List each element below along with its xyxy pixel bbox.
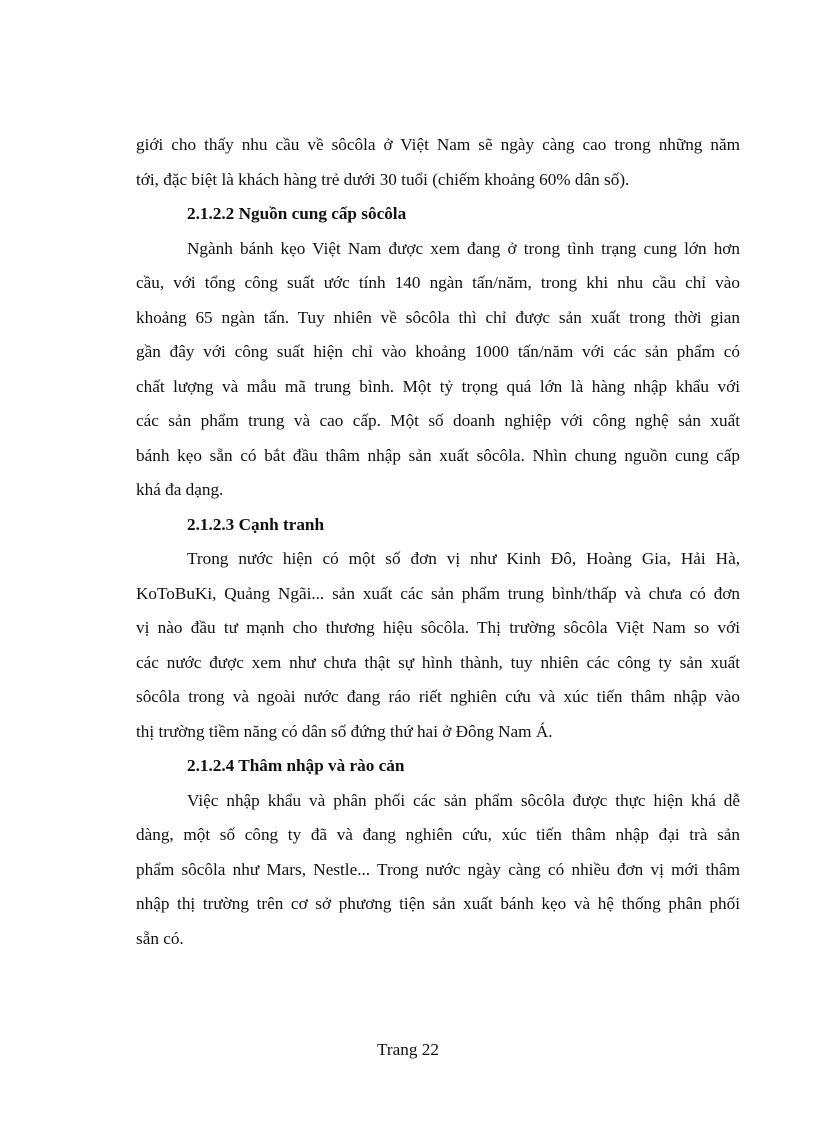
text-line: sẵn có. (136, 928, 184, 948)
text-line: cầu, với tổng công suất ước tính 140 ngàn tấn/năm, trong khi nhu cầu chỉ vào (136, 273, 740, 292)
text-line: nhập thị trường trên cơ sở phương tiện sản xuất bánh kẹo và hệ thống phân phối (136, 894, 740, 913)
text-line: Ngành bánh kẹo Việt Nam được xem đang ở trong tình trạng cung lớn hơn (187, 238, 740, 258)
section-heading-2-1-2-3: 2.1.2.3 Cạnh tranh (187, 514, 325, 534)
text-line: chất lượng và mẫu mã trung bình. Một tỷ trọng quá lớn là hàng nhập khẩu với (136, 376, 740, 396)
paragraph-supply (136, 232, 740, 508)
text-line: gần đây với công suất hiện chỉ vào khoảng 1000 tấn/năm với các sản phẩm có (136, 342, 740, 361)
paragraph-competition (136, 542, 740, 749)
intro-paragraph (136, 128, 740, 197)
text-line: Việc nhập khẩu và phân phối các sản phẩm sôcôla được thực hiện khá dễ (187, 790, 740, 810)
text-line: các nước được xem như chưa thật sự hình thành, tuy nhiên các công ty sản xuất (136, 652, 740, 672)
text-line: tới, đặc biệt là khách hàng trẻ dưới 30 tuổi (chiếm khoảng 60% dân số). (136, 169, 630, 189)
text-line: KoToBuKi, Quảng Ngãi... sản xuất các sản phẩm trung bình/thấp và chưa có đơn (136, 583, 740, 603)
text-line: khá đa dạng. (136, 480, 224, 499)
text-line: sôcôla trong và ngoài nước đang ráo riết nghiên cứu và xúc tiến thâm nhập vào (136, 687, 740, 706)
paragraph-entry-barriers (136, 784, 740, 957)
text-line: Trong nước hiện có một số đơn vị như Kinh Đô, Hoàng Gia, Hải Hà, (187, 549, 740, 568)
section-heading-2-1-2-4: 2.1.2.4 Thâm nhập và rào cản (187, 756, 405, 775)
text-line: vị nào đầu tư mạnh cho thương hiệu sôcôla. Thị trường sôcôla Việt Nam so với (136, 618, 740, 637)
text-line: bánh kẹo sẵn có bắt đầu thâm nhập sản xuất sôcôla. Nhìn chung nguồn cung cấp (136, 445, 740, 465)
text-line: phẩm sôcôla như Mars, Nestle... Trong nước ngày càng có nhiều đơn vị mới thâm (136, 859, 740, 879)
document-page (136, 128, 740, 956)
text-line: thị trường tiềm năng có dân số đứng thứ hai ở Đông Nam Á. (136, 721, 553, 741)
page-number: Trang 22 (377, 1040, 439, 1059)
text-line: các sản phẩm trung và cao cấp. Một số doanh nghiệp với công nghệ sản xuất (136, 411, 740, 430)
text-line: khoảng 65 ngàn tấn. Tuy nhiên về sôcôla thì chỉ được sản xuất trong thời gian (136, 307, 740, 327)
text-line: dàng, một số công ty đã và đang nghiên cứu, xúc tiến thâm nhập đại trà sản (136, 825, 740, 844)
section-heading-2-1-2-2: 2.1.2.2 Nguồn cung cấp sôcôla (187, 204, 407, 223)
text-line: giới cho thấy nhu cầu về sôcôla ở Việt Nam sẽ ngày càng cao trong những năm (136, 135, 740, 154)
